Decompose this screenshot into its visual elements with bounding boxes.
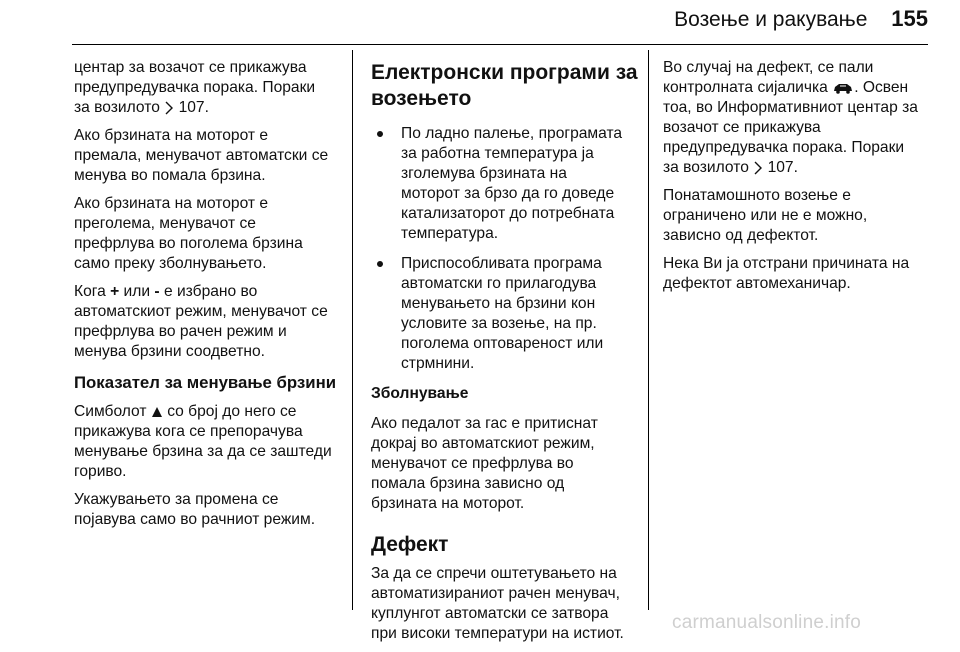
paragraph	[663, 186, 935, 246]
column-1	[74, 58, 346, 538]
text-line: докрај во автоматскиот режим,	[371, 435, 595, 452]
text-line: поголема оптовареност или	[401, 335, 604, 352]
text-line: автоматскиот режим, менувачот се	[74, 303, 328, 320]
page-reference[interactable]: 107.	[767, 159, 798, 176]
paragraph	[74, 58, 346, 118]
header-divider	[72, 44, 928, 45]
text-line: прикажува кога се препорачува	[74, 423, 303, 440]
watermark: carmanualsonline.info	[672, 612, 862, 633]
page-reference[interactable]: 107.	[178, 99, 209, 116]
text-line: стрмнини.	[401, 355, 475, 372]
text-line: зголемува брзината на	[401, 165, 567, 182]
text-line: само преку зболнувањето.	[74, 255, 267, 272]
section-heading	[371, 60, 643, 112]
text-line: Понатамошното возење е	[663, 187, 851, 204]
page-reference-icon	[753, 161, 763, 175]
list-item	[371, 254, 643, 374]
text-line: Ако брзината на моторот е	[74, 195, 269, 212]
text-line: зависно од дефектот.	[663, 227, 819, 244]
text-line: премала, менувачот автоматски се	[74, 147, 329, 164]
text-line: појавува само во рачниот режим.	[74, 511, 316, 528]
text-fragment: за возилото	[74, 99, 160, 116]
text-line: температура.	[401, 225, 499, 242]
text-line: Нека Ви ја отстрани причината на	[663, 255, 910, 272]
text-fragment: . Освен	[854, 79, 909, 96]
text-line: центар за возачот се прикажува	[74, 59, 307, 76]
paragraph	[663, 58, 935, 178]
text-line: менува во помала брзина.	[74, 167, 266, 184]
paragraph	[74, 282, 346, 362]
text-line: куплунгот автоматски се затвора	[371, 605, 609, 622]
subsection-heading: Зболнување	[371, 385, 469, 402]
text-line: катализаторот до потребната	[401, 205, 615, 222]
header-title: Возење и ракување	[674, 8, 868, 31]
text-line: помала брзина зависно од	[371, 475, 565, 492]
column-2	[371, 58, 643, 652]
text-line: ограничено или не е можно,	[663, 207, 868, 224]
paragraph	[74, 194, 346, 274]
text-line: Приспособливата програма	[401, 255, 602, 272]
text-line: при високи температури на истиот.	[371, 625, 624, 642]
text-line: за работна температура ја	[401, 145, 594, 162]
text-line: Укажувањето за промена се	[74, 491, 279, 508]
text-line: автоматизираниот рачен менувач,	[371, 585, 620, 602]
text-fragment: контролната сијаличка	[663, 79, 833, 96]
text-fragment: Симболот	[74, 403, 151, 420]
column-3	[663, 58, 935, 302]
text-line: По ладно палење, програмата	[401, 125, 623, 142]
section-heading: Дефект	[371, 533, 449, 556]
text-fragment: или	[119, 283, 155, 300]
paragraph	[371, 564, 643, 644]
text-fragment: за возилото	[663, 159, 749, 176]
text-line: префрлува во рачен режим и	[74, 323, 287, 340]
bullet-list	[371, 124, 643, 374]
text-line: условите за возење, на пр.	[401, 315, 597, 332]
text-line	[663, 78, 935, 98]
text-line: предупредувачка порака. Пораки	[663, 139, 905, 156]
text-line: брзината на моторот.	[371, 495, 525, 512]
text-fragment: со број до него се	[162, 403, 297, 420]
text-fragment: е избрано во	[159, 283, 258, 300]
paragraph	[371, 414, 643, 514]
text-line: менува брзини соодветно.	[74, 343, 265, 360]
text-line: тоа, во Информативниот центар за	[663, 99, 918, 116]
car-warning-icon	[832, 82, 854, 94]
text-line: дефектот автомеханичар.	[663, 275, 851, 292]
page-number: 155	[891, 6, 928, 31]
text-line: возачот се прикажува	[663, 119, 821, 136]
text-line: Ако педалот за гас е притиснат	[371, 415, 598, 432]
heading-line: Електронски програми за	[371, 61, 638, 84]
text-line	[74, 98, 346, 118]
section-heading: Показател за менување брзини	[74, 373, 337, 392]
triangle-up-icon	[151, 406, 163, 418]
list-item	[371, 124, 643, 244]
text-line	[74, 402, 346, 422]
minus-symbol: -	[154, 283, 160, 300]
text-line: За да се спречи оштетувањето на	[371, 565, 617, 582]
text-line	[74, 282, 346, 302]
plus-symbol: +	[110, 283, 120, 300]
text-line: моторот за брзо да го доведе	[401, 185, 615, 202]
heading-line: возењето	[371, 87, 472, 110]
text-line: автоматски го прилагодува	[401, 275, 597, 292]
page-reference-icon	[164, 101, 174, 115]
text-line: менување брзина за да се заштеди	[74, 443, 332, 460]
paragraph	[74, 490, 346, 530]
column-divider-1	[352, 50, 353, 610]
text-line: менувачот се префрлува во	[371, 455, 574, 472]
paragraph	[74, 126, 346, 186]
text-line: менувањето на брзини кон	[401, 295, 596, 312]
paragraph	[663, 254, 935, 294]
text-line: гориво.	[74, 463, 127, 480]
page-header	[600, 6, 928, 32]
bullet-icon	[377, 131, 383, 137]
text-fragment: Кога	[74, 283, 111, 300]
text-line: Ако брзината на моторот е	[74, 127, 269, 144]
text-line: преголема, менувачот се	[74, 215, 256, 232]
text-line: предупредувачка порака. Пораки	[74, 79, 316, 96]
text-line: Во случај на дефект, се пали	[663, 59, 874, 76]
bullet-icon	[377, 261, 383, 267]
column-divider-2	[648, 50, 649, 610]
paragraph	[74, 402, 346, 482]
text-line	[663, 158, 935, 178]
text-line: префрлува во поголема брзина	[74, 235, 303, 252]
